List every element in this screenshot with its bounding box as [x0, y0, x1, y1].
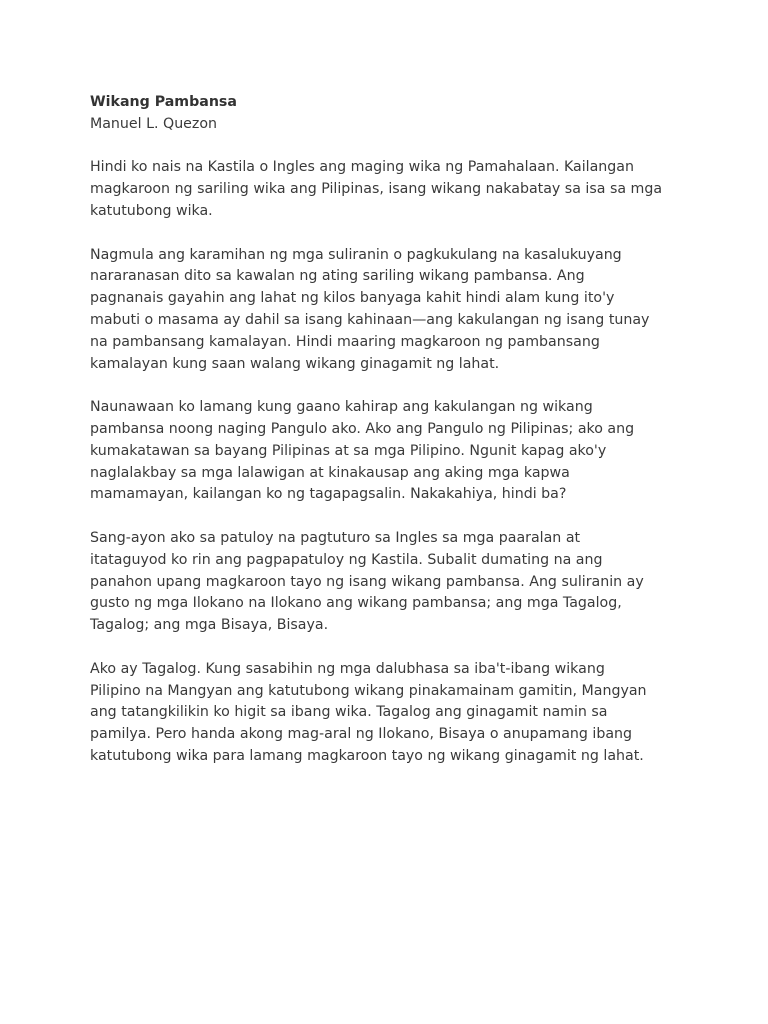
paragraph-line: gusto ng mga Ilokano na Ilokano ang wikang pambansa; ang mga Tagalog, — [90, 595, 622, 612]
paragraph-line: Naunawaan ko lamang kung gaano kahirap ang kakulangan ng wikang — [90, 399, 593, 416]
paragraph-line: panahon upang magkaroon tayo ng isang wikang pambansa. Ang suliranin ay — [90, 573, 644, 590]
paragraph-line: kamalayan kung saan walang wikang ginagamit ng lahat. — [90, 355, 500, 372]
paragraph-line: katutubong wika para lamang magkaroon tayo ng wikang ginagamit ng lahat. — [90, 747, 644, 764]
paragraph-3 — [90, 397, 720, 506]
paragraph-5 — [90, 659, 720, 768]
paragraph-line: Hindi ko nais na Kastila o Ingles ang maging wika ng Pamahalaan. Kailangan — [90, 159, 634, 176]
paragraph-line: Ako ay Tagalog. Kung sasabihin ng mga dalubhasa sa iba't-ibang wikang — [90, 660, 605, 677]
paragraph-line: pambansa noong naging Pangulo ako. Ako ang Pangulo ng Pilipinas; ako ang — [90, 420, 635, 437]
paragraph-line: Pilipino na Mangyan ang katutubong wikang pinakamainam gamitin, Mangyan — [90, 682, 647, 699]
paragraph-line: pamilya. Pero handa akong mag-aral ng Ilokano, Bisaya o anupamang ibang — [90, 726, 633, 743]
paragraph-line: Tagalog; ang mga Bisaya, Bisaya. — [90, 617, 329, 634]
paragraph-line: na pambansang kamalayan. Hindi maaring magkaroon ng pambansang — [90, 333, 600, 350]
paragraph-line: naglalakbay sa mga lalawigan at kinakausap ang aking mga kapwa — [90, 464, 570, 481]
paragraph-line: pagnanais gayahin ang lahat ng kilos banyaga kahit hindi alam kung ito'y — [90, 290, 615, 307]
paragraph-line: kumakatawan sa bayang Pilipinas at sa mga Pilipino. Ngunit kapag ako'y — [90, 442, 607, 459]
paragraph-2 — [90, 245, 720, 376]
document-title: Wikang Pambansa — [90, 94, 237, 110]
paragraph-1 — [90, 157, 720, 222]
paragraph-line: nararanasan dito sa kawalan ng ating sariling wikang pambansa. Ang — [90, 268, 585, 285]
paragraph-line: magkaroon ng sariling wika ang Pilipinas, isang wikang nakabatay sa isa sa mga — [90, 181, 663, 198]
paragraph-4 — [90, 528, 720, 637]
paragraph-line: Sang-ayon ako sa patuloy na pagtuturo sa Ingles sa mga paaralan at — [90, 529, 581, 546]
paragraph-line: katutubong wika. — [90, 202, 213, 219]
document-body — [90, 92, 720, 790]
paragraph-line: mamamayan, kailangan ko ng tagapagsalin. Nakakahiya, hindi ba? — [90, 486, 567, 503]
document-author: Manuel L. Quezon — [90, 115, 218, 132]
paragraph-line: mabuti o masama ay dahil sa isang kahinaan—ang kakulangan ng isang tunay — [90, 311, 650, 328]
paragraph-line: Nagmula ang karamihan ng mga suliranin o pagkukulang na kasalukuyang — [90, 246, 622, 263]
paragraph-line: itataguyod ko rin ang pagpapatuloy ng Kastila. Subalit dumating na ang — [90, 551, 603, 568]
paragraph-line: ang tatangkilikin ko higit sa ibang wika. Tagalog ang ginagamit namin sa — [90, 704, 608, 721]
